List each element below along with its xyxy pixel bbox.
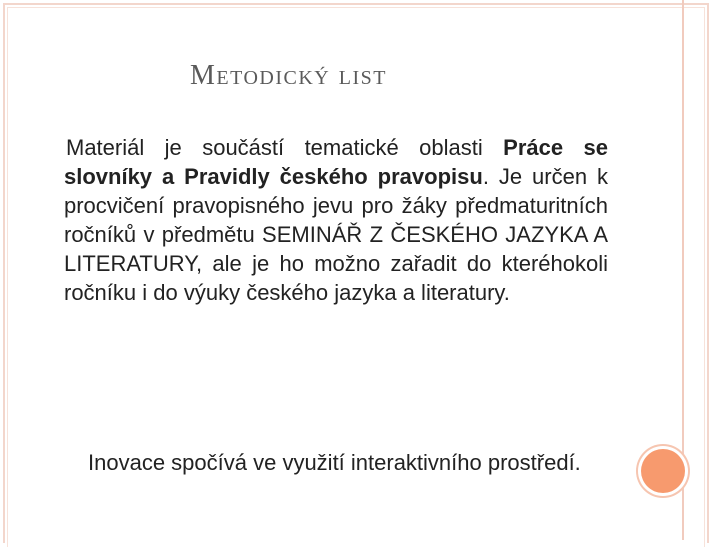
side-rule-line — [682, 0, 684, 540]
paragraph1-topic-bold: Práce se slovníky a Pravidly českého pravopisu — [64, 135, 608, 189]
paragraph1-text-end: . Je určen k procvičení pravopisného jevu pro žáky předmaturitních ročníků v předmětu SEMINÁŘ Z ČESKÉHO JAZYKA A LITERATURY, ale je ho možno zařadit do kteréhokoli ročníku i do výuky českého jazyka a literatury. — [64, 164, 608, 305]
paragraph-innovation: Inovace spočívá ve využití interaktivního prostředí. — [88, 450, 581, 475]
slide-title: Metodický list — [190, 60, 387, 91]
paragraph-material-description — [64, 133, 608, 307]
paragraph1-text-start: Materiál je součástí tematické oblasti — [66, 135, 504, 160]
accent-circle — [641, 449, 685, 493]
